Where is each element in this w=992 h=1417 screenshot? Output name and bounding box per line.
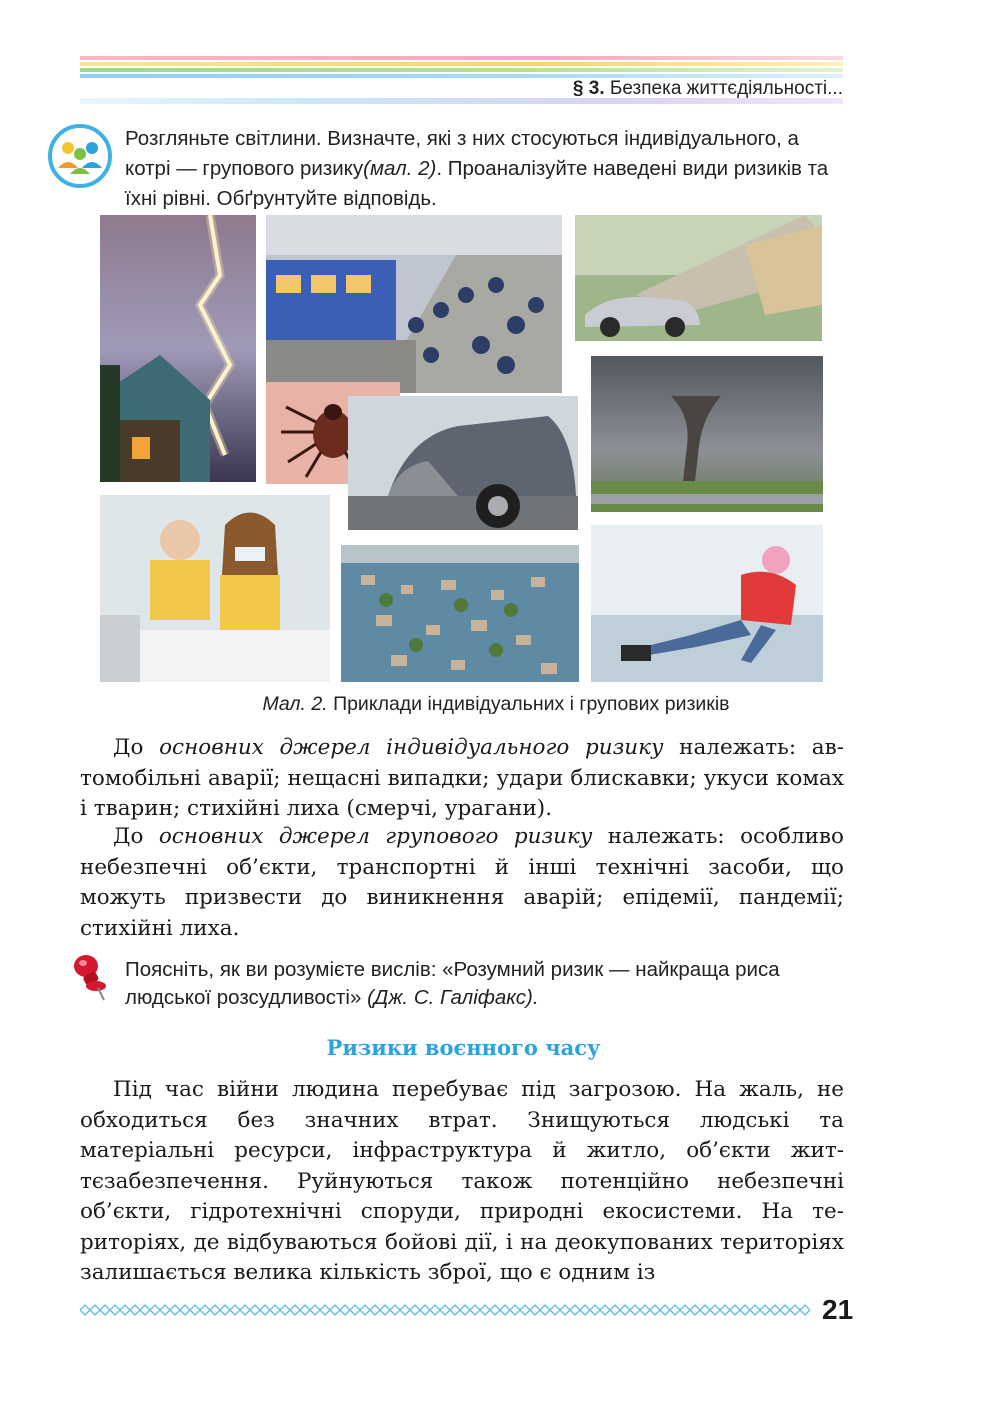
header-stripe-pink (80, 56, 843, 60)
running-header (573, 78, 843, 100)
group-discussion-icon (48, 124, 112, 188)
figure-caption (0, 693, 992, 716)
photo-students-in-masks (100, 495, 330, 682)
paragraph-group-risk: До основних джерел групового ризику належать: особливо небезпечні об’єкти, транспортні й інші технічні засоби, що можуть призвести до виникнення аварій; епідемії, пандемії; стихійні лиха. (80, 824, 844, 941)
photo-tornado (591, 356, 823, 512)
quote-author: (Дж. С. Галіфакс). (361, 986, 539, 1009)
photo-slipping-on-ice (591, 525, 823, 682)
header-stripe-green (80, 68, 843, 72)
photo-car-crash (348, 396, 578, 530)
photo-fallen-tree-on-car (575, 215, 822, 341)
task-text: Розгляньте світлини. Визначте, які з них стосуються індивідуального, а котрі — групового ризику(мал. 2). Проаналізуйте наведені види ризиків та їхні рівні. Обґрунтуйте відповідь. (125, 127, 829, 210)
caption-text: Приклади індивідуальних і групових ризиків (333, 693, 730, 715)
figure-reference: (мал. 2) (363, 157, 437, 180)
caption-label: Мал. 2. (262, 693, 328, 715)
photo-metro-shelter (266, 215, 562, 393)
header-stripe-yellow (80, 62, 843, 66)
quote-task: Поясніть, як ви розумієте вислів: «Розумний ризик — найкраща риса людської розсудливості» (Дж. С. Галіфакс). (125, 958, 780, 1009)
paragraph-war-risks: Під час війни людина перебуває під загрозою. На жаль, не обходиться без значних втрат. Знищуються людські та матеріальні ресурси, інфраструктура й житло, об’єкти життєзабезпечення. Руйнуються також потенційно небезпечні об’єкти, гідротехнічні споруди, природні екосистеми. На територіях, де відбуваються бойові дії, і на деокупованих територіях залишається велика кількість зброї, що є одним із (80, 1077, 844, 1285)
paragraph-individual-risk: До основних джерел індивідуального ризику належать: автомобільні аварії; нещасні випадки; удари блискавки; укуси комах і тварин; стихійні лиха (смерчі, урагани). (80, 735, 844, 821)
page-number: 21 (822, 1294, 854, 1325)
photo-flood (341, 545, 579, 682)
photo-lightning (100, 215, 256, 482)
section-heading: Ризики воєнного часу (326, 1035, 601, 1060)
pushpin-icon (70, 952, 110, 1002)
footer-wave-ornament (80, 1303, 810, 1317)
section-title: Безпека життєдіяльності... (609, 78, 843, 99)
section-number: § 3. (572, 78, 605, 99)
